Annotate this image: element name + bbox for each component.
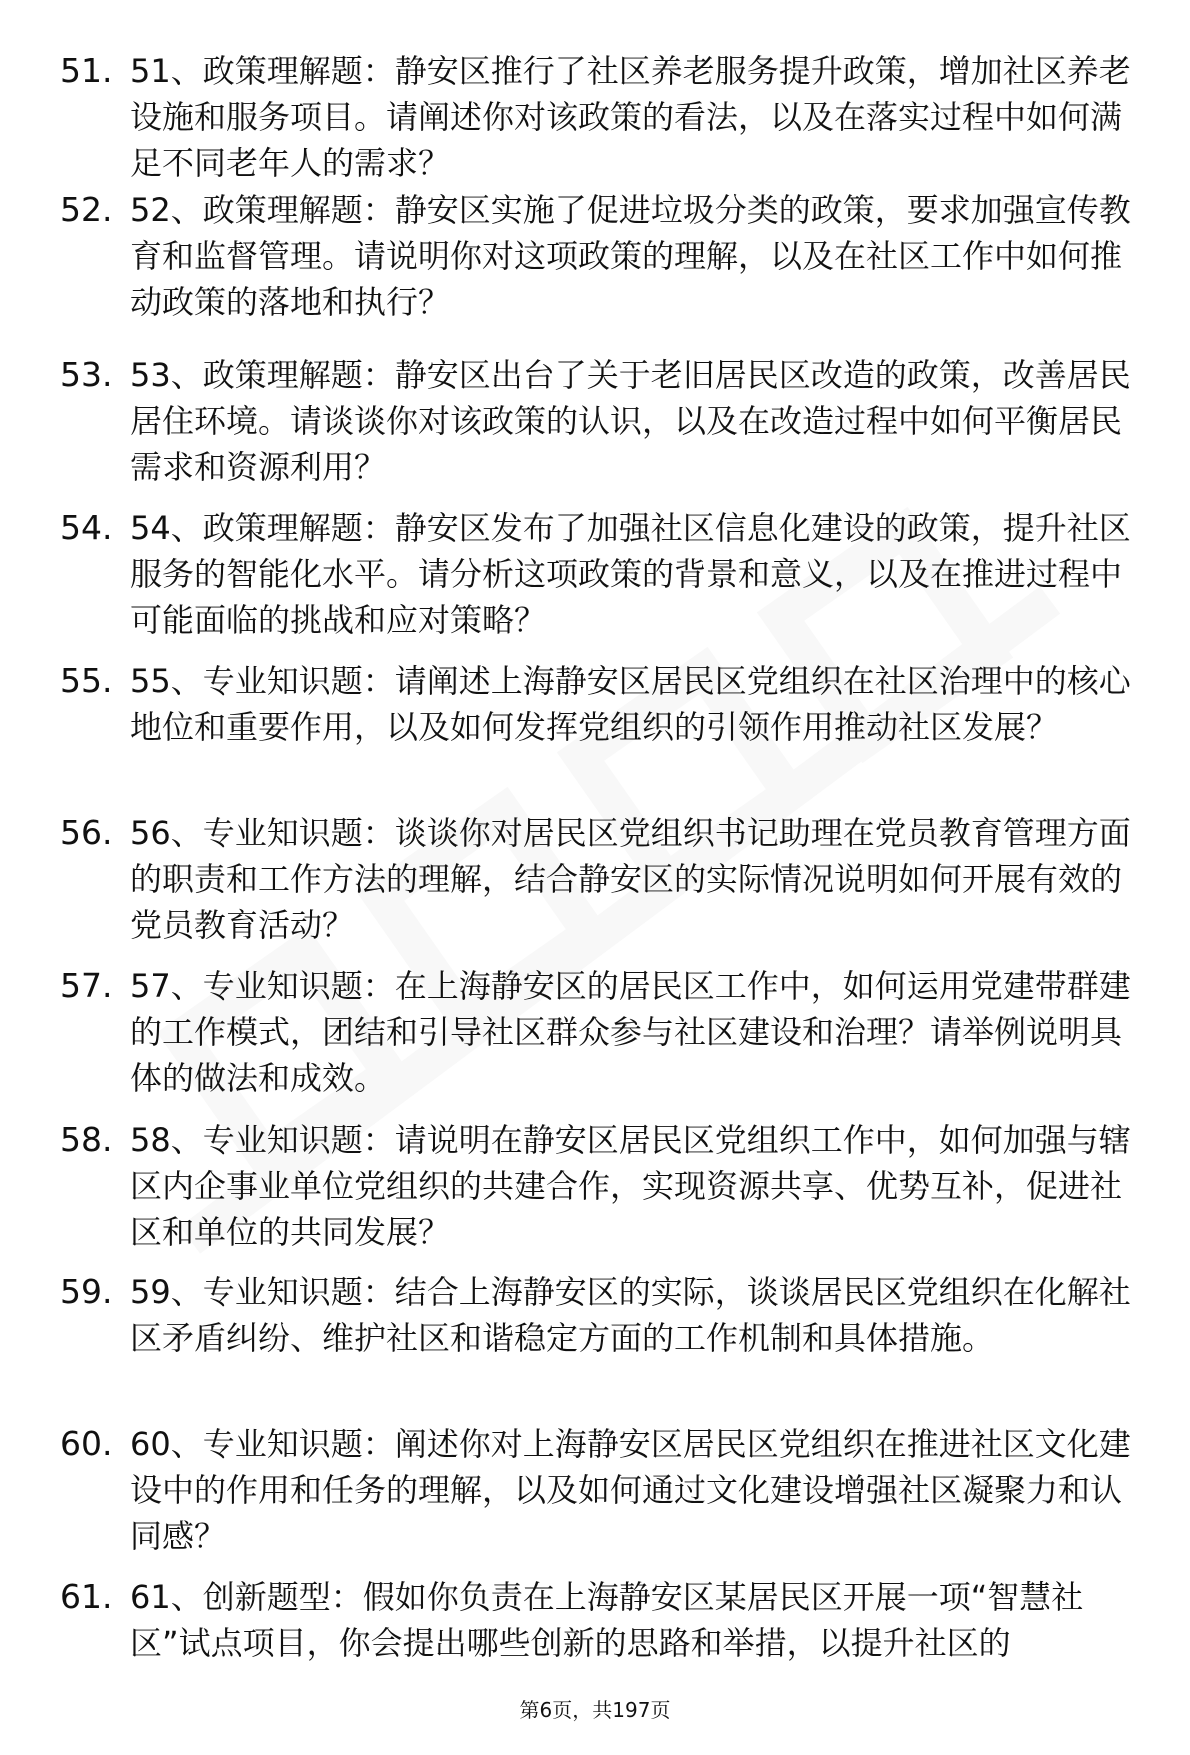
question-number: 53. [60, 355, 113, 394]
question-text: 61、创新题型：假如你负责在上海静安区某居民区开展一项“智慧社区”试点项目，你会提出哪些创新的思路和举措，以提升社区的 [130, 1578, 1084, 1662]
question-text: 56、专业知识题：谈谈你对居民区党组织书记助理在党员教育管理方面的职责和工作方法的理解，结合静安区的实际情况说明如何开展有效的党员教育活动？ [130, 814, 1131, 944]
question-number: 61. [60, 1577, 113, 1616]
question-text: 55、专业知识题：请阐述上海静安区居民区党组织在社区治理中的核心地位和重要作用，以及如何发挥党组织的引领作用推动社区发展？ [130, 662, 1131, 746]
question-number: 51. [60, 51, 113, 90]
question-number: 57. [60, 966, 113, 1005]
question-text: 57、专业知识题：在上海静安区的居民区工作中，如何运用党建带群建的工作模式，团结和引导社区群众参与社区建设和治理？请举例说明具体的做法和成效。 [130, 967, 1131, 1097]
question-number: 58. [60, 1120, 113, 1159]
question-text: 60、专业知识题：阐述你对上海静安区居民区党组织在推进社区文化建设中的作用和任务的理解，以及如何通过文化建设增强社区凝聚力和认同感？ [130, 1425, 1131, 1555]
question-text: 53、政策理解题：静安区出台了关于老旧居民区改造的政策，改善居民居住环境。请谈谈你对该政策的认识，以及在改造过程中如何平衡居民需求和资源利用？ [130, 356, 1131, 486]
question-text: 54、政策理解题：静安区发布了加强社区信息化建设的政策，提升社区服务的智能化水平。请分析这项政策的背景和意义，以及在推进过程中可能面临的挑战和应对策略？ [130, 509, 1131, 639]
question-number: 56. [60, 813, 113, 852]
question-number: 52. [60, 190, 113, 229]
question-number: 60. [60, 1424, 113, 1463]
question-text: 52、政策理解题：静安区实施了促进垃圾分类的政策，要求加强宣传教育和监督管理。请说明你对这项政策的理解，以及在社区工作中如何推动政策的落地和执行？ [130, 191, 1131, 321]
question-text: 59、专业知识题：结合上海静安区的实际，谈谈居民区党组织在化解社区矛盾纠纷、维护社区和谐稳定方面的工作机制和具体措施。 [130, 1273, 1131, 1357]
page-footer: 第6页，共197页 [519, 1698, 671, 1722]
question-text: 51、政策理解题：静安区推行了社区养老服务提升政策，增加社区养老设施和服务项目。请阐述你对该政策的看法，以及在落实过程中如何满足不同老年人的需求？ [130, 52, 1131, 182]
question-number: 54. [60, 508, 113, 547]
question-number: 59. [60, 1272, 113, 1311]
question-text: 58、专业知识题：请说明在静安区居民区党组织工作中，如何加强与辖区内企事业单位党组织的共建合作，实现资源共享、优势互补，促进社区和单位的共同发展？ [130, 1121, 1131, 1251]
question-number: 55. [60, 661, 113, 700]
